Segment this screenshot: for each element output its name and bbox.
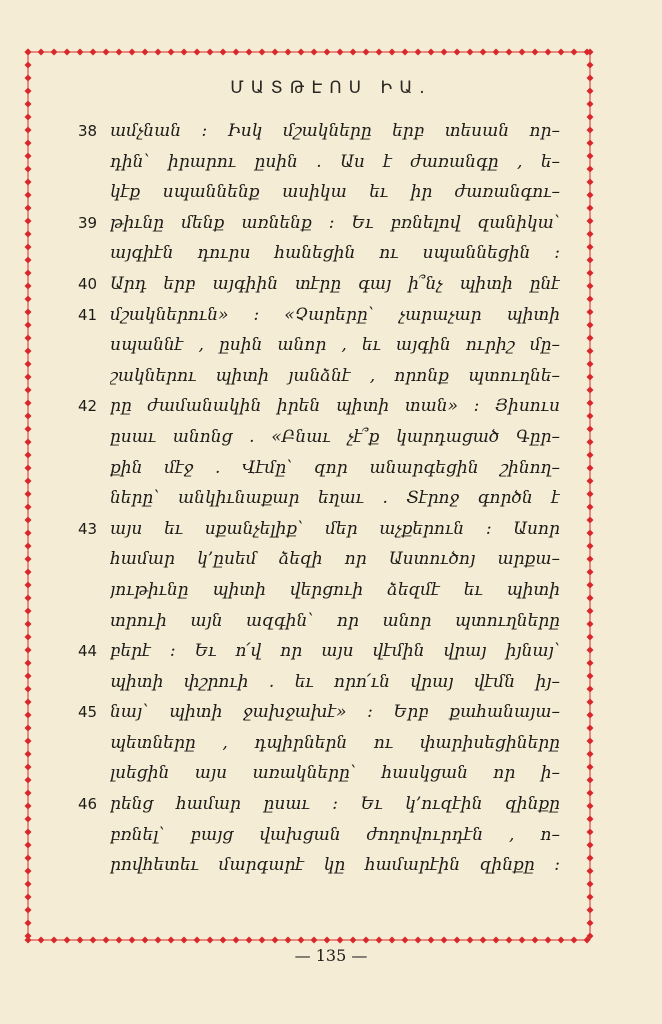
border-diamond (587, 686, 594, 693)
border-diamond (587, 621, 594, 628)
border-diamond (587, 634, 594, 641)
border-diamond (103, 49, 110, 56)
border-diamond (587, 348, 594, 355)
border-diamond (389, 937, 396, 944)
border-diamond (587, 647, 594, 654)
verse-text: այս եւ սքանչելիք՝ մեր աչքերուն : Ասոր (110, 518, 560, 539)
border-diamond (587, 296, 594, 303)
text-line (78, 606, 560, 637)
border-diamond (441, 49, 448, 56)
verse-number: 46 (78, 795, 98, 814)
verse-text: պետները , դպիրներն ու փարիսեցիները (110, 732, 560, 753)
border-diamond (25, 933, 32, 940)
border-diamond (25, 465, 32, 472)
border-diamond (272, 49, 279, 56)
border-diamond (103, 937, 110, 944)
text-line (78, 391, 560, 422)
border-diamond (587, 218, 594, 225)
border-diamond (587, 166, 594, 173)
border-diamond (25, 738, 32, 745)
border-diamond (25, 49, 32, 56)
verse-text: ները՝ անկիւնաքար եղաւ . Տէրոջ գործն է (110, 488, 560, 509)
border-diamond (220, 49, 227, 56)
verse-text: մշակներուն» : «Չարերը՝ չարաչար պիտի (110, 304, 560, 325)
border-diamond (25, 894, 32, 901)
text-line (78, 850, 560, 881)
border-diamond (64, 49, 71, 56)
text-line (78, 238, 560, 269)
border-diamond (25, 400, 32, 407)
border-diamond (545, 49, 552, 56)
border-diamond (25, 686, 32, 693)
verse-text: թիւնը մենք առնենք : Եւ բռնելով զանիկա՝ (110, 212, 560, 233)
text-line (78, 453, 560, 484)
border-diamond (587, 764, 594, 771)
border-diamond (587, 244, 594, 251)
border-diamond (587, 582, 594, 589)
border-diamond (587, 504, 594, 511)
border-diamond (25, 556, 32, 563)
border-diamond (194, 937, 201, 944)
border-diamond (25, 192, 32, 199)
border-diamond (155, 49, 162, 56)
border-diamond (506, 49, 513, 56)
text-line (78, 758, 560, 789)
border-diamond (25, 517, 32, 524)
border-diamond (25, 764, 32, 771)
border-diamond (587, 478, 594, 485)
border-diamond (233, 937, 240, 944)
border-diamond (25, 803, 32, 810)
verse-number: 43 (78, 519, 98, 538)
border-diamond (415, 49, 422, 56)
border-diamond (402, 937, 409, 944)
border-diamond (558, 937, 565, 944)
border-diamond (25, 504, 32, 511)
verse-text: յութիւնը պիտի վերցուի ձեզմէ եւ պիտի (110, 579, 560, 600)
border-diamond (519, 937, 526, 944)
border-diamond (25, 478, 32, 485)
border-diamond (25, 608, 32, 615)
border-diamond (25, 296, 32, 303)
border-diamond (25, 205, 32, 212)
border-diamond (25, 868, 32, 875)
border-diamond (587, 790, 594, 797)
border-diamond (38, 937, 45, 944)
border-diamond (587, 751, 594, 758)
border-diamond (25, 712, 32, 719)
border-diamond (587, 530, 594, 537)
border-diamond (25, 361, 32, 368)
border-diamond (25, 673, 32, 680)
border-diamond (25, 374, 32, 381)
border-diamond (587, 192, 594, 199)
border-diamond (587, 322, 594, 329)
border-diamond (587, 153, 594, 160)
border-diamond (571, 937, 578, 944)
verse-number: 39 (78, 213, 98, 232)
border-diamond (168, 49, 175, 56)
verse-text: բերէ : Եւ ո՛վ որ այս վէմին վրայ իյնայ՝ (110, 641, 560, 662)
border-diamond (587, 413, 594, 420)
verse-number: 41 (78, 305, 98, 324)
verse-text: րենց համար ըսաւ : Եւ կ’ուզէին զինքը (110, 794, 560, 815)
border-diamond (25, 725, 32, 732)
border-diamond (493, 937, 500, 944)
border-diamond (337, 49, 344, 56)
border-diamond (25, 777, 32, 784)
verse-number: 38 (78, 122, 98, 140)
border-diamond (25, 491, 32, 498)
border-diamond (587, 816, 594, 823)
border-diamond (272, 937, 279, 944)
border-diamond (285, 49, 292, 56)
border-diamond (90, 937, 97, 944)
border-diamond (337, 937, 344, 944)
border-diamond (587, 855, 594, 862)
border-diamond (587, 309, 594, 316)
verse-text: նայ՝ պիտի ջախջախէ» : Երբ քահանայա– (110, 702, 560, 723)
border-diamond (90, 49, 97, 56)
border-diamond (246, 49, 253, 56)
border-diamond (194, 49, 201, 56)
border-diamond (259, 49, 266, 56)
verse-text: րովհետեւ մարգարէ կը համարէին զինքը : (110, 855, 560, 876)
border-diamond (376, 49, 383, 56)
border-diamond (428, 937, 435, 944)
border-diamond (25, 166, 32, 173)
border-diamond (558, 49, 565, 56)
border-diamond (25, 153, 32, 160)
border-diamond (181, 937, 188, 944)
border-diamond (532, 937, 539, 944)
border-diamond (587, 517, 594, 524)
border-diamond (38, 49, 45, 56)
border-diamond (259, 937, 266, 944)
border-diamond (480, 49, 487, 56)
border-diamond (324, 937, 331, 944)
border-diamond (389, 49, 396, 56)
border-diamond (587, 361, 594, 368)
border-diamond (587, 829, 594, 836)
text-line (78, 361, 560, 392)
border-diamond (25, 322, 32, 329)
border-diamond (25, 595, 32, 602)
scripture-text (78, 116, 560, 881)
text-line (78, 300, 560, 331)
border-diamond (587, 426, 594, 433)
border-diamond (207, 937, 214, 944)
border-diamond (428, 49, 435, 56)
border-diamond (25, 257, 32, 264)
verse-text: այգիէն դուրս հանեցին ու սպաննեցին : (110, 243, 560, 264)
border-diamond (587, 335, 594, 342)
verse-text: քին մէջ . Վէմը՝ զոր անարգեցին շինող– (110, 457, 560, 478)
border-diamond (454, 49, 461, 56)
verse-number: 42 (78, 397, 98, 416)
border-diamond (25, 790, 32, 797)
border-diamond (587, 101, 594, 108)
border-diamond (25, 270, 32, 277)
verse-number: 40 (78, 274, 98, 293)
verse-text: բռնել՝ բայց վախցան ժողովուրդէն , ո– (110, 824, 560, 845)
border-diamond (25, 439, 32, 446)
border-diamond (311, 49, 318, 56)
border-diamond (25, 569, 32, 576)
border-diamond (298, 937, 305, 944)
text-line (78, 177, 560, 208)
border-diamond (220, 937, 227, 944)
border-diamond (350, 49, 357, 56)
border-diamond (587, 868, 594, 875)
border-diamond (415, 937, 422, 944)
border-diamond (587, 205, 594, 212)
border-diamond (587, 257, 594, 264)
border-diamond (587, 270, 594, 277)
border-diamond (587, 465, 594, 472)
border-diamond (587, 920, 594, 927)
border-diamond (587, 660, 594, 667)
border-diamond (587, 673, 594, 680)
border-diamond (587, 62, 594, 69)
border-diamond (587, 374, 594, 381)
border-diamond (25, 829, 32, 836)
border-diamond (350, 937, 357, 944)
border-diamond (324, 49, 331, 56)
border-diamond (402, 49, 409, 56)
border-diamond (25, 647, 32, 654)
border-diamond (168, 937, 175, 944)
text-line (78, 820, 560, 851)
text-line (78, 269, 560, 300)
border-diamond (181, 49, 188, 56)
text-line (78, 147, 560, 178)
border-diamond (587, 400, 594, 407)
text-line (78, 575, 560, 606)
border-diamond (441, 937, 448, 944)
border-diamond (155, 937, 162, 944)
border-diamond (298, 49, 305, 56)
page-header: ՄԱՏԹԷՈՍ ԻԱ. (230, 78, 432, 98)
verse-text: րը ժամանակին իրեն պիտի տան» : Յիսուս (110, 396, 560, 417)
text-line (78, 422, 560, 453)
border-diamond (51, 49, 58, 56)
border-diamond (467, 937, 474, 944)
verse-text: լսեցին այս առակները՝ հասկցան որ ի– (110, 763, 560, 784)
border-diamond (25, 101, 32, 108)
border-diamond (25, 920, 32, 927)
verse-text: Արդ երբ այգիին տէրը գայ ի՞նչ պիտի ընէ (110, 273, 560, 294)
border-diamond (207, 49, 214, 56)
border-diamond (25, 387, 32, 394)
border-diamond (587, 777, 594, 784)
border-diamond (25, 751, 32, 758)
border-diamond (25, 842, 32, 849)
page-number: — 135 — (294, 946, 368, 965)
text-line (78, 697, 560, 728)
border-diamond (25, 413, 32, 420)
border-diamond (587, 439, 594, 446)
text-line (78, 789, 560, 820)
border-diamond (25, 543, 32, 550)
border-diamond (246, 937, 253, 944)
border-diamond (587, 491, 594, 498)
border-diamond (25, 907, 32, 914)
border-diamond (25, 335, 32, 342)
text-line (78, 330, 560, 361)
border-diamond (587, 114, 594, 121)
border-diamond (129, 49, 136, 56)
border-diamond (587, 712, 594, 719)
border-diamond (25, 309, 32, 316)
border-diamond (587, 725, 594, 732)
border-diamond (587, 283, 594, 290)
border-diamond (587, 179, 594, 186)
border-diamond (467, 49, 474, 56)
border-diamond (587, 543, 594, 550)
border-diamond (25, 621, 32, 628)
border-diamond (587, 608, 594, 615)
verse-number: 45 (78, 703, 98, 722)
border-diamond (25, 244, 32, 251)
border-diamond (25, 179, 32, 186)
verse-text: կէք սպաննենք ասիկա եւ իր ժառանգու– (110, 182, 560, 203)
border-diamond (587, 595, 594, 602)
border-diamond (493, 49, 500, 56)
border-diamond (142, 937, 149, 944)
border-diamond (77, 937, 84, 944)
verse-number: 44 (78, 642, 98, 661)
border-diamond (587, 387, 594, 394)
border-diamond (571, 49, 578, 56)
border-diamond (363, 937, 370, 944)
border-diamond (129, 937, 136, 944)
text-line (78, 483, 560, 514)
text-line (78, 116, 560, 147)
border-diamond (25, 231, 32, 238)
border-diamond (532, 49, 539, 56)
border-diamond (116, 937, 123, 944)
border-diamond (25, 426, 32, 433)
border-diamond (587, 231, 594, 238)
verse-text: շակներու պիտի յանձնէ , որոնք պտուղնե– (110, 365, 560, 386)
border-diamond (233, 49, 240, 56)
border-diamond (25, 283, 32, 290)
border-diamond (25, 218, 32, 225)
border-diamond (116, 49, 123, 56)
border-diamond (51, 937, 58, 944)
border-diamond (587, 894, 594, 901)
border-diamond (363, 49, 370, 56)
border-diamond (376, 937, 383, 944)
border-diamond (25, 530, 32, 537)
border-diamond (77, 49, 84, 56)
verse-text: ըսաւ անոնց . «Բնաւ չէ՞ք կարդացած Գըր– (110, 426, 560, 447)
verse-text: ամչնան : Իսկ մշակները երբ տեսան որ– (110, 121, 560, 141)
border-diamond (587, 699, 594, 706)
border-diamond (25, 881, 32, 888)
border-diamond (25, 452, 32, 459)
border-diamond (519, 49, 526, 56)
text-line (78, 544, 560, 575)
text-line (78, 514, 560, 545)
border-diamond (25, 62, 32, 69)
border-diamond (587, 556, 594, 563)
border-diamond (587, 452, 594, 459)
border-diamond (587, 140, 594, 147)
border-diamond (587, 881, 594, 888)
verse-text: սպաննէ , ըսին անոր , եւ այգին ուրիշ մը– (110, 335, 560, 356)
verse-text: համար կ’ըսեմ ձեզի որ Աստուծոյ արքա– (110, 549, 560, 570)
text-line (78, 636, 560, 667)
border-diamond (587, 738, 594, 745)
border-diamond (25, 855, 32, 862)
verse-text: դին՝ իրարու ըսին . Աս է ժառանգը , ե– (110, 151, 560, 172)
border-diamond (25, 634, 32, 641)
border-diamond (587, 569, 594, 576)
border-diamond (587, 127, 594, 134)
border-diamond (311, 937, 318, 944)
border-diamond (142, 49, 149, 56)
border-diamond (587, 907, 594, 914)
border-diamond (587, 842, 594, 849)
text-line (78, 728, 560, 759)
border-diamond (25, 816, 32, 823)
border-diamond (545, 937, 552, 944)
border-diamond (25, 699, 32, 706)
text-line (78, 208, 560, 239)
border-diamond (25, 660, 32, 667)
border-diamond (25, 140, 32, 147)
border-diamond (506, 937, 513, 944)
border-diamond (25, 348, 32, 355)
border-diamond (480, 937, 487, 944)
border-diamond (25, 127, 32, 134)
border-diamond (587, 803, 594, 810)
border-diamond (25, 582, 32, 589)
text-line (78, 667, 560, 698)
verse-text: տրուի այն ազգին՝ որ անոր պտուղները (110, 610, 560, 631)
border-diamond (64, 937, 71, 944)
border-diamond (454, 937, 461, 944)
border-diamond (285, 937, 292, 944)
verse-text: պիտի փշրուի . եւ որո՛ւն վրայ վէմն իյ– (110, 671, 560, 692)
border-diamond (25, 114, 32, 121)
